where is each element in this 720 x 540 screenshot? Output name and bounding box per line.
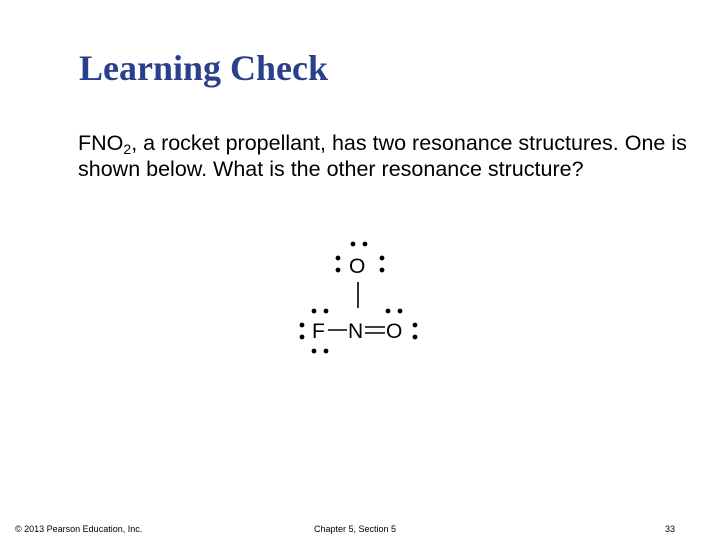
lone-pair-dot xyxy=(336,268,341,273)
lone-pair-dot xyxy=(380,268,385,273)
lone-pair-dot xyxy=(312,349,317,354)
lone-pair-dot xyxy=(351,242,356,247)
lone-pair-dot xyxy=(413,323,418,328)
lone-pair-dot xyxy=(380,256,385,261)
formula-subscript: 2 xyxy=(123,141,132,157)
footer-copyright: © 2013 Pearson Education, Inc. xyxy=(15,524,143,534)
lone-pair-dot xyxy=(363,242,368,247)
question-body: , a rocket propellant, has two resonance structures. One is shown below. What is the other resonance structure? xyxy=(78,131,687,181)
lone-pair-dot xyxy=(324,349,329,354)
lone-pair-dot xyxy=(300,323,305,328)
lone-pair-dot xyxy=(324,309,329,314)
atom-nitrogen: N xyxy=(348,320,364,343)
lewis-structure-diagram xyxy=(290,230,440,365)
formula-prefix: FNO xyxy=(78,131,124,155)
atom-oxygen-single-bonded: O xyxy=(349,255,366,278)
lone-pair-dot xyxy=(312,309,317,314)
lone-pair-dot xyxy=(398,309,403,314)
footer-page-number: 33 xyxy=(665,524,676,534)
atom-oxygen-double-bonded: O xyxy=(386,320,403,343)
footer-chapter: Chapter 5, Section 5 xyxy=(314,524,397,534)
lone-pair-dot xyxy=(300,335,305,340)
lone-pair-dot xyxy=(413,335,418,340)
lone-pair-dot xyxy=(386,309,391,314)
question-text xyxy=(78,130,708,182)
atom-fluorine: F xyxy=(312,320,325,343)
lone-pair-dot xyxy=(336,256,341,261)
slide-title: Learning Check xyxy=(79,48,329,88)
